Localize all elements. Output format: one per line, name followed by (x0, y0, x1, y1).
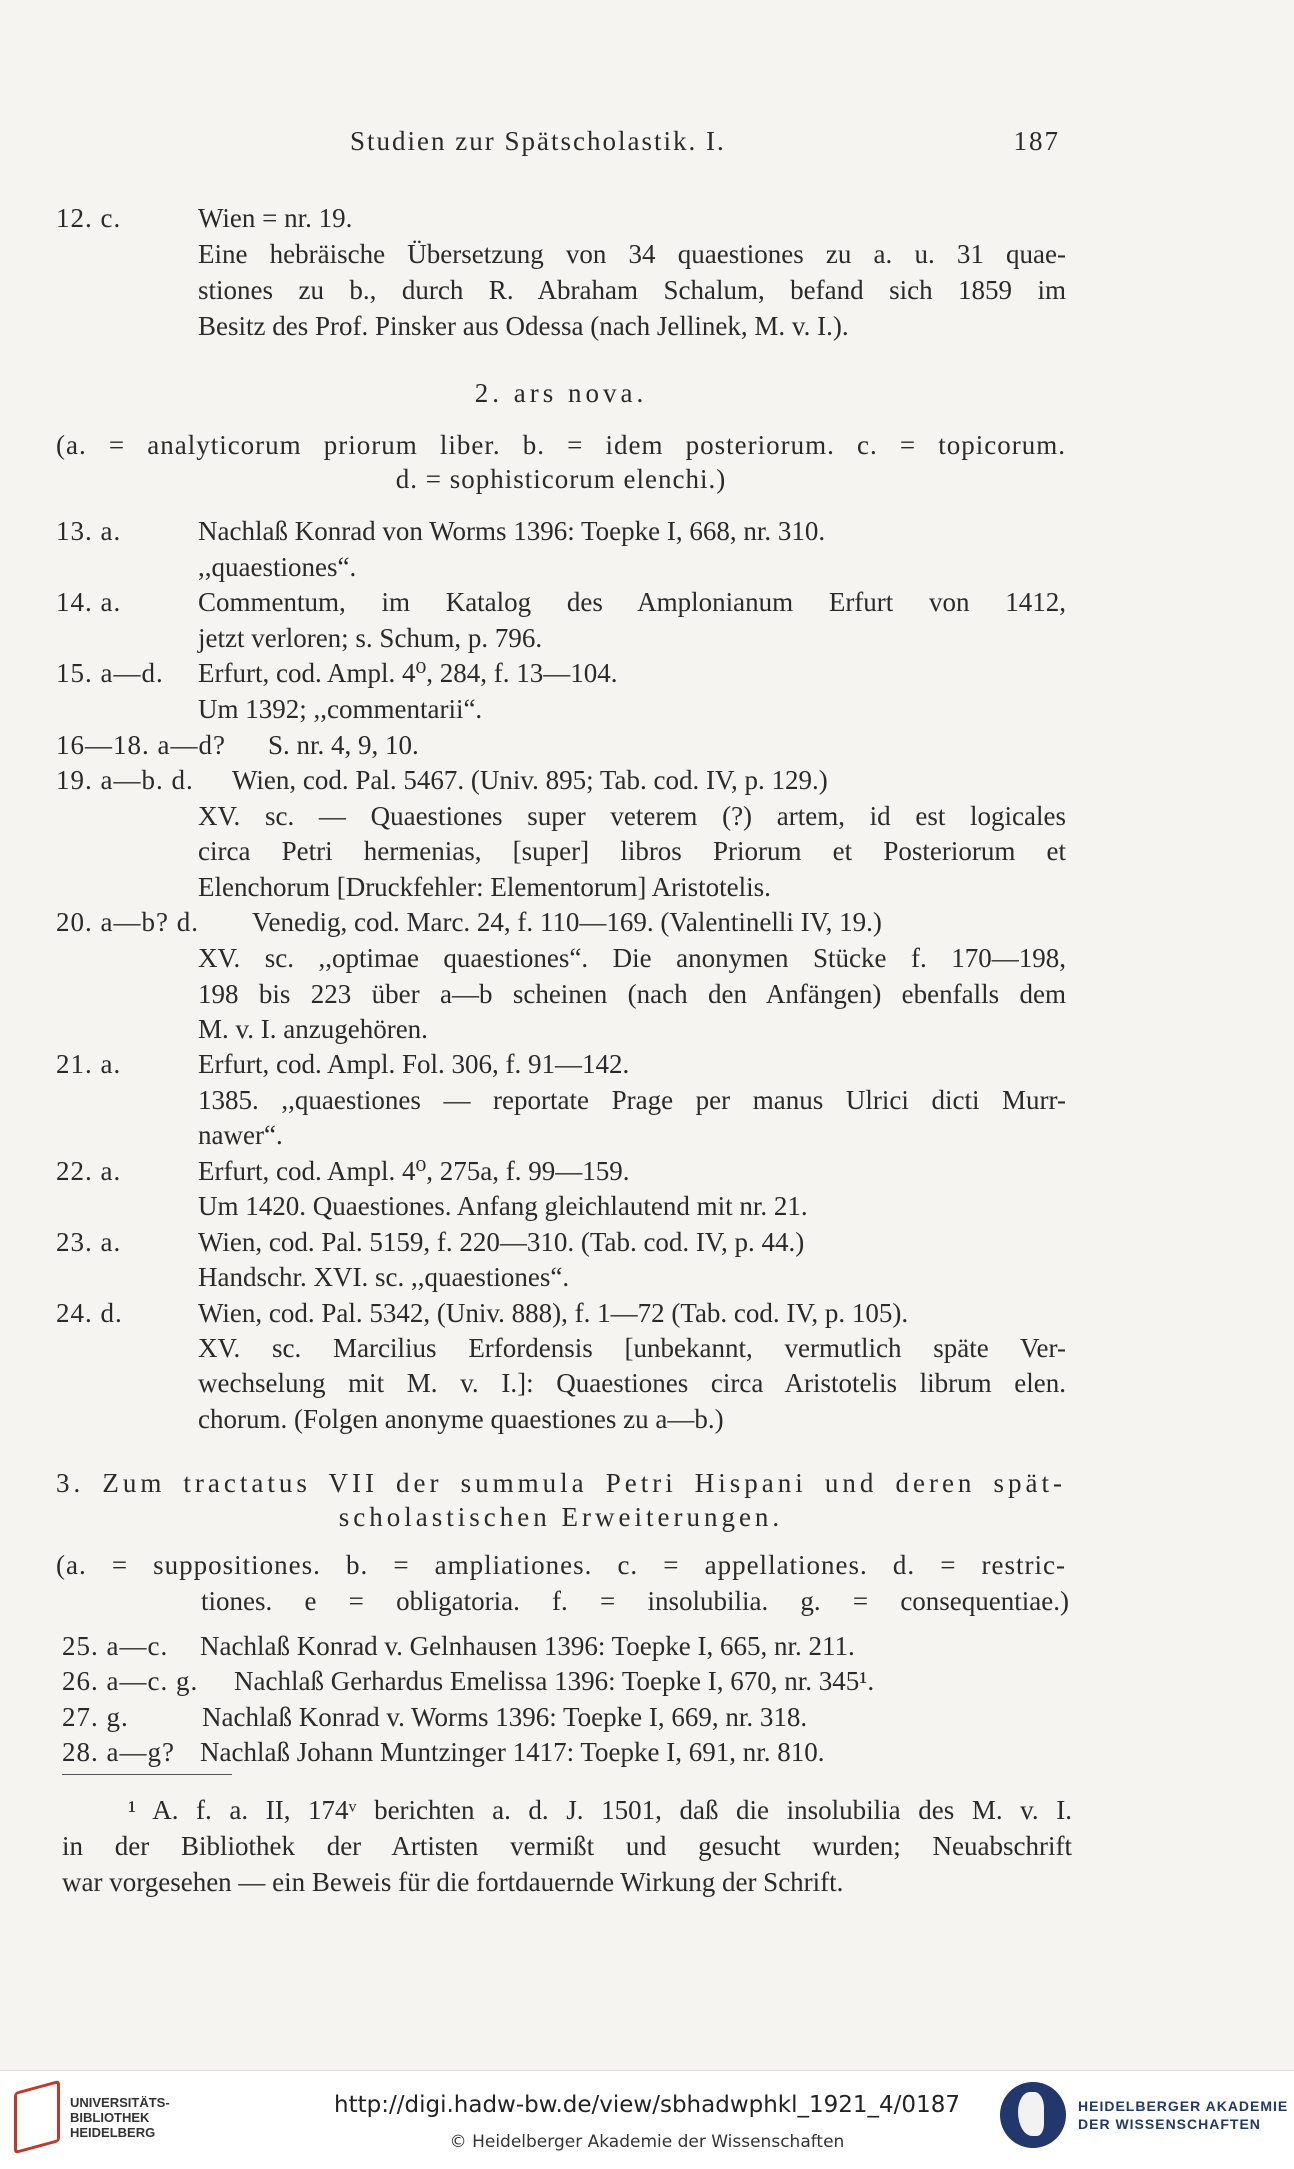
entry-line: Nachlaß Konrad v. Worms 1396: Toepke I, 669, nr. 318. (202, 1702, 808, 1732)
entry-line: jetzt verloren; s. Schum, p. 796. (198, 623, 543, 653)
permalink-url[interactable]: http://digi.hadw-bw.de/view/sbhadwphkl_1921_4/0187 (334, 2092, 960, 2118)
entry-line: Nachlaß Johann Muntzinger 1417: Toepke I, 691, nr. 810. (200, 1737, 825, 1767)
entry-number: 24. d. (56, 1298, 123, 1328)
entry-number: 14. a. (56, 587, 122, 617)
entry-number: 13. a. (56, 516, 122, 546)
entry-line: Commentum, im Katalog des Amplonianum Erfurt von 1412, (198, 587, 1066, 617)
entry-number: 23. a. (56, 1227, 122, 1257)
section-3-heading-2: scholastischen Erweiterungen. (338, 1502, 784, 1532)
entry-line: Erfurt, cod. Ampl. 4⁰, 284, f. 13—104. (198, 658, 618, 688)
entry-number: 22. a. (56, 1156, 122, 1186)
entry-number: 28. a—g? (62, 1737, 175, 1767)
entry-line: XV. sc. Marcilius Erfordensis [unbekannt, vermutlich späte Ver- (198, 1333, 1066, 1363)
library-name-line: HEIDELBERG (70, 2124, 156, 2140)
legend-line: (a. = analyticorum priorum liber. b. = idem posteriorum. c. = topicorum. (56, 430, 1066, 460)
entry-line: Venedig, cod. Marc. 24, f. 110—169. (Valentinelli IV, 19.) (252, 907, 882, 937)
academy-seal-icon (1000, 2082, 1066, 2148)
library-name-line: UNIVERSITÄTS- (70, 2094, 170, 2110)
footnote-line-2: in der Bibliothek der Artisten vermißt und gesucht wurden; Neuabschrift (62, 1831, 1072, 1861)
section-2-heading: 2. ars nova. (474, 378, 648, 408)
academy-logo[interactable] (1000, 2082, 1288, 2148)
running-title: Studien zur Spätscholastik. I. (350, 126, 726, 156)
academy-name (1078, 2097, 1288, 2133)
entry-line: Eine hebräische Übersetzung von 34 quaestiones zu a. u. 31 quae- (198, 239, 1066, 269)
academy-name-line: HEIDELBERGER AKADEMIE (1078, 2098, 1289, 2114)
entry-line: 1385. ,,quaestiones — reportate Prage per manus Ulrici dicti Murr- (198, 1085, 1066, 1115)
entry-line: S. nr. 4, 9, 10. (268, 730, 419, 760)
page-number: 187 (1013, 126, 1060, 156)
heading-line: 3. Zum tractatus VII der summula Petri Hispani und deren spät- (56, 1468, 1066, 1498)
legend-line: (a. = suppositiones. b. = ampliationes. c. = appellationes. d. = restric- (56, 1550, 1066, 1580)
entry-line: Erfurt, cod. Ampl. 4⁰, 275a, f. 99—159. (198, 1156, 630, 1186)
entry-line: 198 bis 223 über a—b scheinen (nach den Anfängen) ebenfalls dem (198, 979, 1066, 1009)
entry-line: stiones zu b., durch R. Abraham Schalum, befand sich 1859 im (198, 275, 1066, 305)
entry-line: Nachlaß Konrad v. Gelnhausen 1396: Toepke I, 665, nr. 211. (200, 1631, 855, 1661)
entry-line: nawer“. (198, 1120, 283, 1150)
entry-line: Wien = nr. 19. (198, 203, 353, 233)
entry-line: XV. sc. ,,optimae quaestiones“. Die anonymen Stücke f. 170—198, (198, 943, 1066, 973)
entry-number: 15. a—d. (56, 658, 164, 688)
copyright-notice: © Heidelberger Akademie der Wissenschaften (449, 2132, 845, 2152)
entry-line: ,,quaestiones“. (198, 552, 357, 582)
entry-number: 12. c. (56, 203, 122, 233)
entry-number: 16—18. a—d? (56, 730, 226, 760)
entry-line: M. v. I. anzugehören. (198, 1014, 428, 1044)
entry-line: Um 1392; ,,commentarii“. (198, 694, 483, 724)
entry-line: circa Petri hermenias, [super] libros Priorum et Posteriorum et (198, 836, 1066, 866)
entry-number: 21. a. (56, 1049, 122, 1079)
running-header (350, 126, 1060, 157)
entry-number: 26. a—c. g. (62, 1666, 199, 1696)
entry-line: Wien, cod. Pal. 5467. (Univ. 895; Tab. cod. IV, p. 129.) (232, 765, 828, 795)
entry-line: Erfurt, cod. Ampl. Fol. 306, f. 91—142. (198, 1049, 630, 1079)
entry-line: Elenchorum [Druckfehler: Elementorum] Aristotelis. (198, 872, 771, 902)
entry-number: 25. a—c. (62, 1631, 169, 1661)
section-2-legend-2: d. = sophisticorum elenchi.) (395, 464, 727, 494)
footnote-line-3: war vorgesehen — ein Beweis für die fortdauernde Wirkung der Schrift. (62, 1867, 844, 1897)
entry-line: chorum. (Folgen anonyme quaestiones zu a—b.) (198, 1404, 724, 1434)
entry-number: 19. a—b. d. (56, 765, 194, 795)
entry-line: XV. sc. — Quaestiones super veterem (?) artem, id est logicales (198, 801, 1066, 831)
entry-line: Handschr. XVI. sc. ,,quaestiones“. (198, 1262, 570, 1292)
library-name-line: BIBLIOTHEK (70, 2109, 150, 2125)
entry-line: Nachlaß Gerhardus Emelissa 1396: Toepke I, 670, nr. 345¹. (234, 1666, 875, 1696)
entry-line: Wien, cod. Pal. 5159, f. 220—310. (Tab. cod. IV, p. 44.) (198, 1227, 805, 1257)
footnote-rule (62, 1774, 232, 1775)
legend-line: tiones. e = obligatoria. f. = insolubilia. g. = consequentiae.) (201, 1586, 1069, 1616)
entry-number: 20. a—b? d. (56, 907, 199, 937)
entry-line: Um 1420. Quaestiones. Anfang gleichlautend mit nr. 21. (198, 1191, 808, 1221)
entry-number: 27. g. (62, 1702, 129, 1732)
academy-name-line: DER WISSENSCHAFTEN (1078, 2116, 1261, 2132)
entry-line: Besitz des Prof. Pinsker aus Odessa (nach Jellinek, M. v. I.). (198, 311, 849, 341)
footnote-line-1: ¹ A. f. a. II, 174ᵛ berichten a. d. J. 1501, daß die insolubilia des M. v. I. (128, 1795, 1072, 1825)
entry-line: wechselung mit M. v. I.]: Quaestiones circa Aristotelis librum elen. (198, 1368, 1066, 1398)
entry-line: Wien, cod. Pal. 5342, (Univ. 888), f. 1—72 (Tab. cod. IV, p. 105). (198, 1298, 909, 1328)
entry-line: Nachlaß Konrad von Worms 1396: Toepke I, 668, nr. 310. (198, 516, 826, 546)
